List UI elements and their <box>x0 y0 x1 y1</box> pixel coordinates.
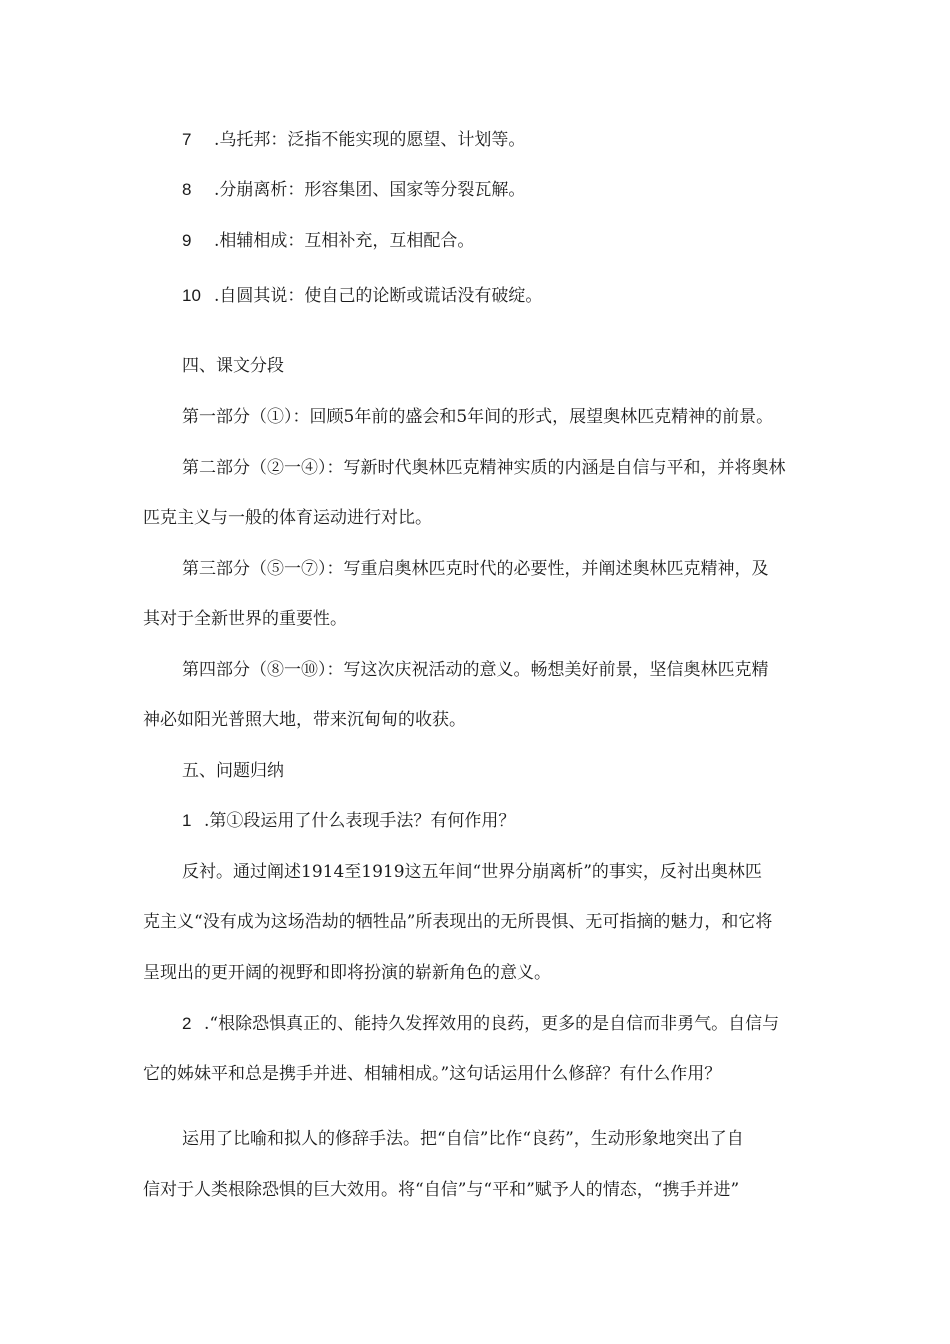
item-number: 10 <box>182 286 201 305</box>
part-4-summary-line-1: 第四部分（⑧一⑩）：写这次庆祝活动的意义。畅想美好前景，坚信奥林匹克精 <box>182 660 769 680</box>
section-heading-questions: 五、问题归纳 <box>182 761 284 781</box>
item-number: 8 <box>182 180 192 199</box>
part-1-summary: 第一部分（①）：回顾5年前的盛会和5年间的形式，展望奥林匹克精神的前景。 <box>182 407 774 427</box>
item-number: 9 <box>182 231 192 250</box>
definition-item-10 <box>182 284 542 308</box>
question-text: .第①段运用了什么表现手法？有何作用？ <box>204 811 516 831</box>
question-2-line-2: 它的姊妹平和总是携手并进、相辅相成。”这句话运用什么修辞？有什么作用？ <box>143 1064 722 1084</box>
part-2-summary-line-2: 匹克主义与一般的体育运动进行对比。 <box>143 508 432 528</box>
definition-text: .相辅相成：互相补充，互相配合。 <box>214 231 475 251</box>
definition-text: .分崩离析：形容集团、国家等分裂瓦解。 <box>214 180 526 200</box>
answer-1-line-1: 反衬。通过阐述1914至1919这五年间“世界分崩离析”的事实，反衬出奥林匹 <box>182 862 762 882</box>
item-number: 7 <box>182 130 192 149</box>
part-4-summary-line-2: 神必如阳光普照大地，带来沉甸甸的收获。 <box>143 710 466 730</box>
definition-text: .乌托邦：泛指不能实现的愿望、计划等。 <box>214 130 526 150</box>
answer-1-line-3: 呈现出的更开阔的视野和即将扮演的崭新角色的意义。 <box>143 963 551 983</box>
section-heading-paragraphing: 四、课文分段 <box>182 356 284 376</box>
answer-2-line-1: 运用了比喻和拟人的修辞手法。把“自信”比作“良药”，生动形象地突出了自 <box>182 1129 744 1149</box>
definition-item-8 <box>182 178 525 202</box>
question-2-line-1 <box>182 1012 779 1036</box>
question-1 <box>182 809 515 833</box>
definition-item-7 <box>182 128 525 152</box>
answer-1-line-2: 克主义“没有成为这场浩劫的牺牲品”所表现出的无所畏惧、无可指摘的魅力，和它将 <box>143 912 773 932</box>
definition-text: .自圆其说：使自己的论断或谎话没有破绽。 <box>214 286 543 306</box>
question-number: 2 <box>182 1014 192 1033</box>
part-3-summary-line-2: 其对于全新世界的重要性。 <box>143 609 347 629</box>
answer-2-line-2: 信对于人类根除恐惧的巨大效用。将“自信”与“平和”赋予人的情态，“携手并进” <box>143 1180 740 1200</box>
part-2-summary-line-1: 第二部分（②一④）：写新时代奥林匹克精神实质的内涵是自信与平和，并将奥林 <box>182 458 786 478</box>
part-3-summary-line-1: 第三部分（⑤一⑦）：写重启奥林匹克时代的必要性，并阐述奥林匹克精神，及 <box>182 559 769 579</box>
question-number: 1 <box>182 811 192 830</box>
question-text: .“根除恐惧真正的、能持久发挥效用的良药，更多的是自信而非勇气。自信与 <box>204 1014 780 1034</box>
definition-item-9 <box>182 229 474 253</box>
